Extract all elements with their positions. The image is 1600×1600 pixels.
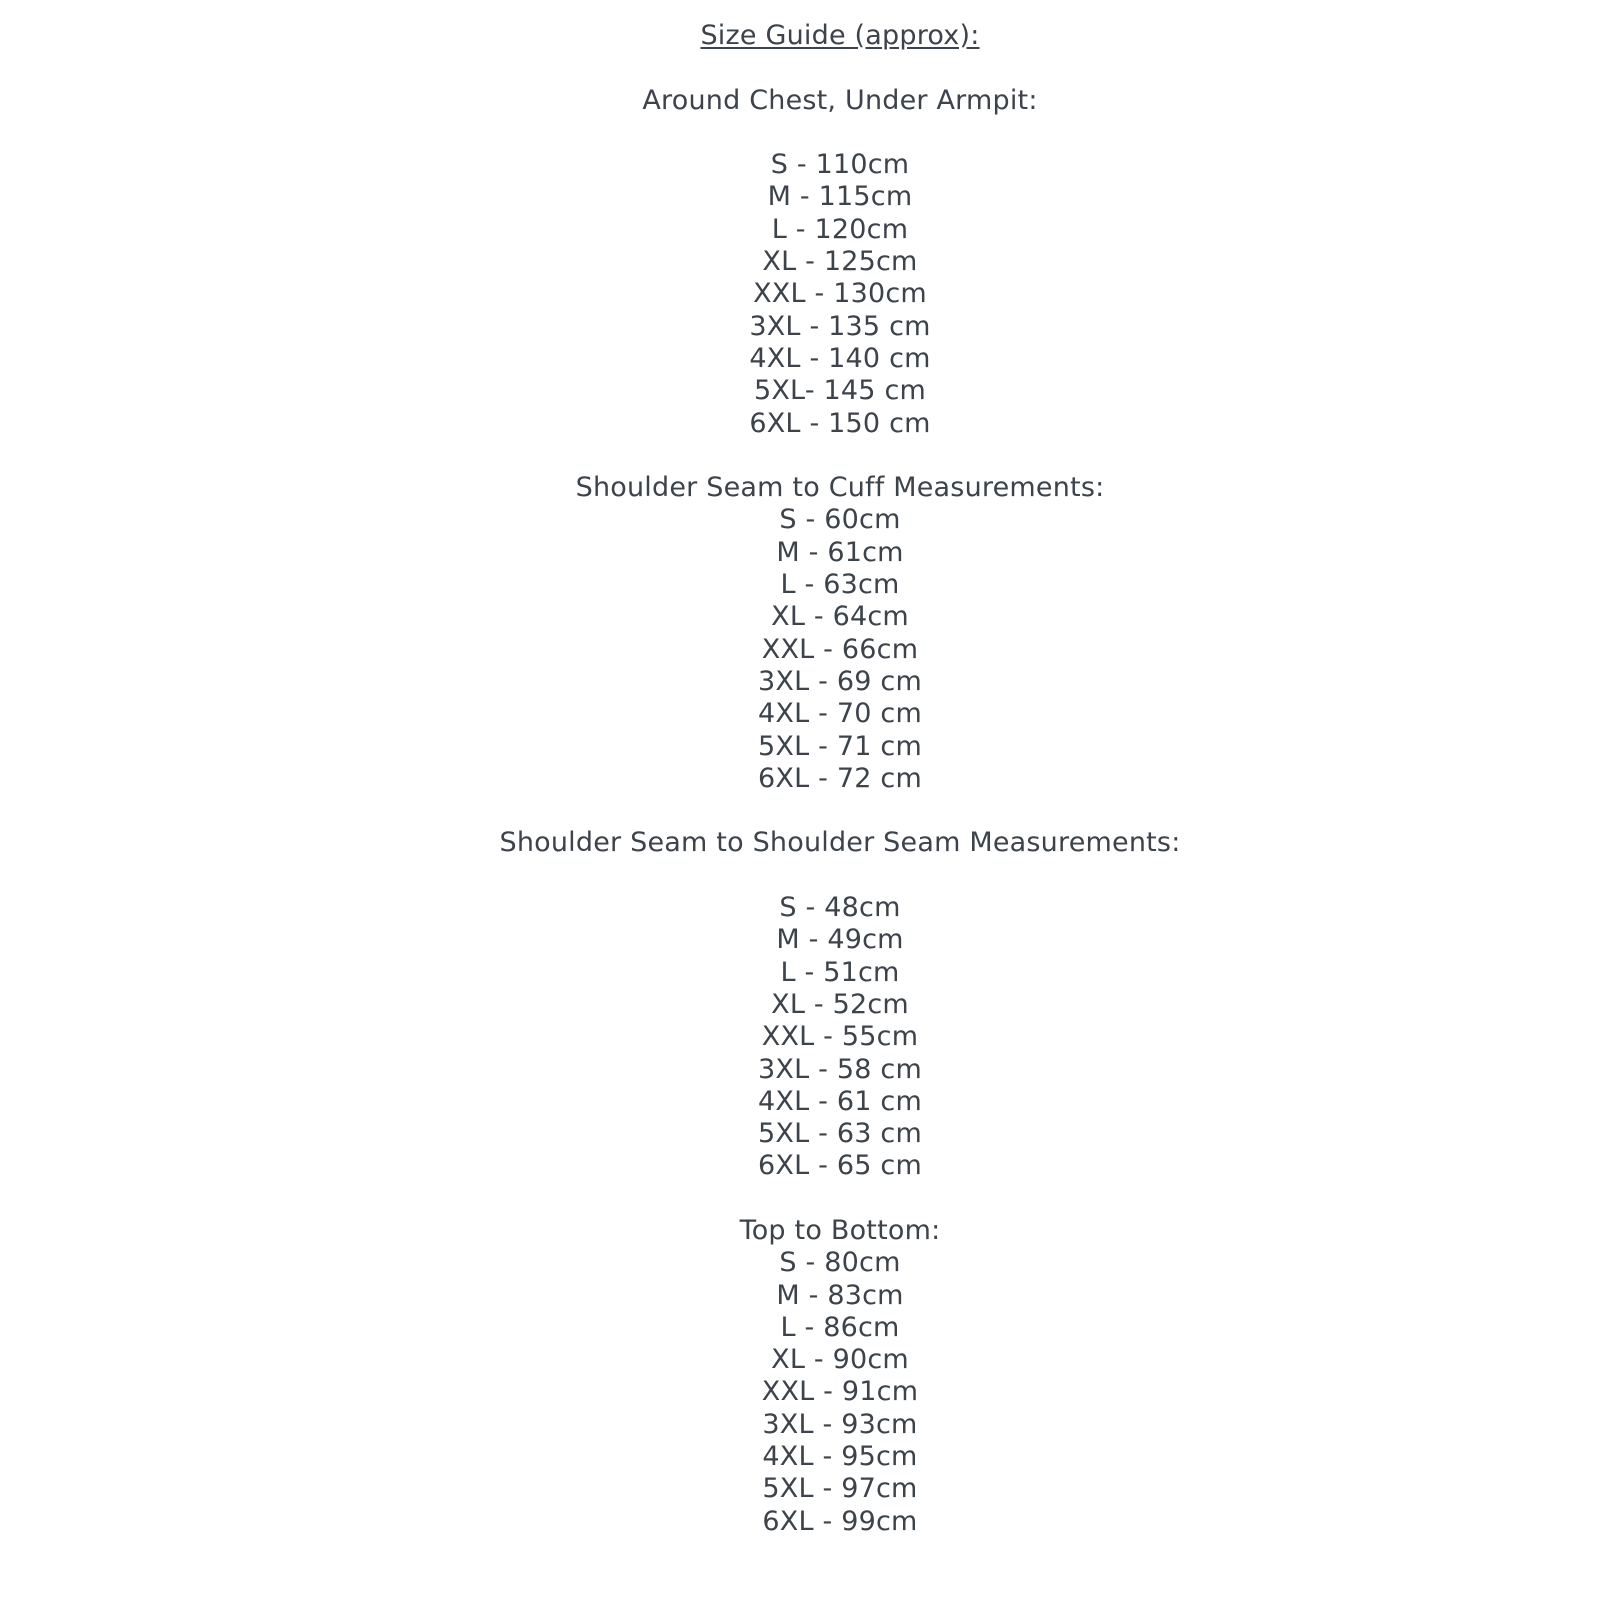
- size-row: 3XL - 58 cm: [758, 1053, 922, 1085]
- size-row: XXL - 55cm: [761, 1021, 919, 1053]
- size-row: 6XL - 99cm: [762, 1505, 918, 1537]
- size-row: 6XL - 65 cm: [758, 1150, 922, 1182]
- size-section: [80, 1215, 1600, 1538]
- size-row: XXL - 91cm: [761, 1376, 919, 1408]
- size-row: L - 86cm: [780, 1311, 900, 1343]
- size-section: [80, 827, 1600, 1182]
- page-title: Size Guide (approx):: [700, 20, 980, 51]
- size-rows: [80, 892, 1600, 1183]
- size-row: S - 110cm: [770, 149, 910, 181]
- sections-container: [80, 85, 1600, 1538]
- size-row: S - 48cm: [779, 892, 901, 924]
- size-row: S - 80cm: [779, 1247, 901, 1279]
- size-row: 4XL - 95cm: [762, 1441, 918, 1473]
- size-section: [80, 472, 1600, 795]
- size-row: M - 49cm: [776, 924, 904, 956]
- size-row: 5XL - 71 cm: [758, 730, 922, 762]
- size-row: S - 60cm: [779, 504, 901, 536]
- size-row: XL - 125cm: [762, 246, 918, 278]
- size-row: 5XL - 63 cm: [758, 1118, 922, 1150]
- size-row: 6XL - 150 cm: [749, 407, 931, 439]
- section-heading: Around Chest, Under Armpit:: [642, 84, 1038, 116]
- size-row: 4XL - 61 cm: [758, 1085, 922, 1117]
- size-rows: [80, 1247, 1600, 1538]
- size-row: XXL - 66cm: [761, 633, 919, 665]
- size-row: XL - 64cm: [771, 601, 909, 633]
- size-row: 5XL - 97cm: [762, 1473, 918, 1505]
- size-row: M - 61cm: [776, 536, 904, 568]
- size-rows: [80, 504, 1600, 795]
- size-row: XXL - 130cm: [753, 278, 927, 310]
- section-heading: Shoulder Seam to Cuff Measurements:: [575, 472, 1105, 504]
- size-row: 5XL- 145 cm: [753, 375, 927, 407]
- size-row: L - 120cm: [771, 213, 909, 245]
- size-row: 3XL - 69 cm: [758, 665, 922, 697]
- size-section: [80, 85, 1600, 440]
- size-row: L - 51cm: [780, 956, 900, 988]
- size-row: XL - 52cm: [771, 988, 909, 1020]
- size-row: 3XL - 135 cm: [749, 310, 931, 342]
- section-heading: Shoulder Seam to Shoulder Seam Measurements:: [499, 827, 1181, 859]
- size-row: M - 83cm: [776, 1279, 904, 1311]
- section-heading: Top to Bottom:: [739, 1214, 941, 1246]
- size-row: M - 115cm: [767, 181, 913, 213]
- size-row: XL - 90cm: [771, 1344, 909, 1376]
- size-row: 4XL - 140 cm: [749, 342, 931, 374]
- size-row: 3XL - 93cm: [762, 1408, 918, 1440]
- size-row: 4XL - 70 cm: [758, 698, 922, 730]
- size-row: 6XL - 72 cm: [758, 762, 922, 794]
- size-rows: [80, 149, 1600, 440]
- size-row: L - 63cm: [780, 569, 900, 601]
